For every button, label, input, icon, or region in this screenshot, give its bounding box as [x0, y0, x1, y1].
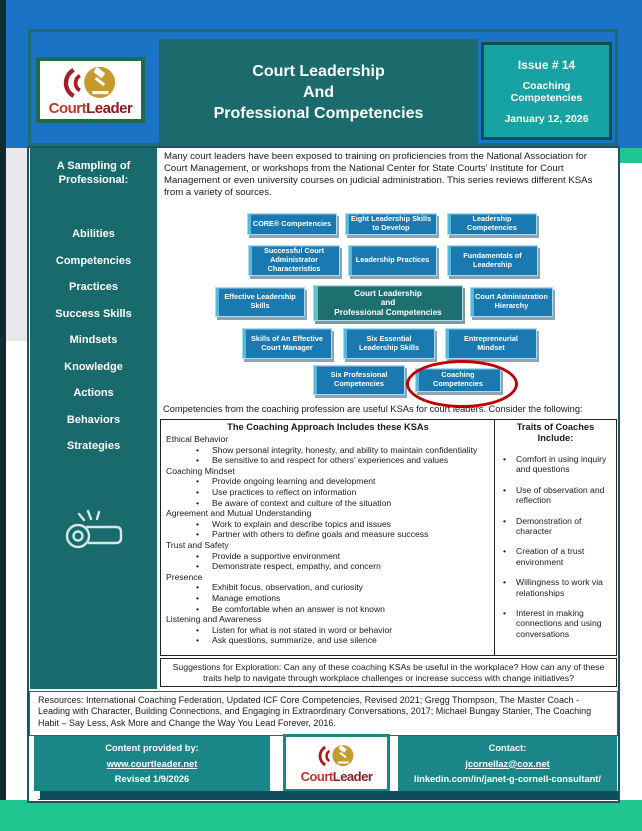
diagram-box-six-essential-leadership-skills: Six Essential Leadership Skills	[343, 328, 435, 359]
footer-courtleader-logo	[283, 734, 390, 792]
diagram-box-entrepreneurial-mindset: Entrepreneurial Mindset	[445, 328, 537, 359]
diagram-box-center-court-leadership: Court Leadership and Professional Competencies	[313, 285, 463, 321]
footer-shadow-bar	[38, 791, 618, 800]
footer-content-provided-box	[34, 736, 270, 791]
sidebar-item-practices: Practices	[69, 281, 118, 293]
sidebar-item-mindsets: Mindsets	[69, 334, 118, 346]
sidebar-item-success-skills: Success Skills	[55, 307, 132, 320]
brand-wordmark: CourtLeader	[48, 99, 133, 117]
green-accent-chip	[620, 148, 642, 163]
bullet-item: • Listen for what is not stated in word or behavior	[166, 625, 490, 636]
section-heading-ethical-behavior: Ethical Behavior	[166, 434, 229, 444]
whistle-icon	[61, 505, 127, 553]
courtleader-logo	[36, 57, 145, 123]
bullet-item: • Show personal integrity, honesty, and ability to maintain confidentiality	[166, 445, 490, 456]
intro-paragraph: Many court leaders have been exposed to training on proficiencies from the National Association for Court Management, or workshops from the National Center for State Courts’ Institute for Court Management or even university courses on judicial administration. This series reviews different KSAs from a variety of sources.	[164, 151, 593, 199]
right-column-header: Traits of Coaches Include:	[516, 422, 595, 443]
bullet-item: • Use practices to reflect on information	[166, 487, 490, 498]
sidebar	[30, 148, 157, 689]
newsletter-title	[159, 39, 478, 146]
footer-provided-label: Content provided by:	[105, 743, 199, 753]
title-line-2: And	[302, 83, 335, 101]
bottom-green-band	[0, 800, 642, 831]
footer-contact-label: Contact:	[488, 743, 527, 753]
linkedin-link[interactable]: linkedin.com/in/janet-g-cornell-consultant/	[414, 774, 601, 784]
ksa-table-left-column	[161, 420, 495, 655]
footer-contact-box	[398, 736, 617, 791]
bullet-item: • Provide a supportive environment	[166, 551, 490, 562]
gavel-icon	[316, 743, 358, 769]
sidebar-item-behaviors: Behaviors	[66, 413, 121, 426]
diagram-box-skills-effective-court-manager: Skills of An Effective Court Manager	[242, 328, 332, 359]
coaching-ksa-table	[160, 419, 617, 656]
issue-number: Issue # 14	[517, 57, 576, 72]
issue-info-box	[481, 42, 612, 140]
left-column-header: The Coaching Approach Includes these KSAs	[227, 422, 429, 432]
ksa-sources-diagram	[160, 212, 616, 404]
trait-item: • Use of observation and reflection	[501, 485, 610, 506]
section-heading-presence: Presence	[166, 571, 203, 582]
resources-box: Resources: International Coaching Federation, Updated ICF Core Competencies, Revised 2021; Gregg Thompson, The Master Coach - Leading with Character, Building Connections, and Engaging in Extraordinary Conversations, 2017; Michael Bungay Stanier, The Coaching Habit – Say Less, Ask More and Change the Way You Lead Forever, 2016.	[29, 691, 618, 736]
trait-item: • Comfort in using inquiry and questions	[501, 454, 610, 475]
sidebar-item-list	[55, 228, 131, 453]
section-heading-trust-safety: Trust and Safety	[166, 539, 229, 550]
left-gray-strip	[6, 148, 27, 341]
bullet-item: • Partner with others to define goals and measure success	[166, 529, 490, 540]
brand-wordmark: CourtLeader	[300, 768, 373, 784]
diagram-box-core-competencies: CORE® Competencies	[247, 213, 337, 235]
diagram-box-fundamentals-of-leadership: Fundamentals of Leadership	[447, 245, 538, 276]
gavel-icon	[60, 65, 122, 101]
section-heading-coaching-mindset: Coaching Mindset	[166, 465, 235, 476]
sidebar-item-abilities: Abilities	[72, 228, 115, 240]
diagram-box-leadership-practices: Leadership Practices	[348, 245, 437, 276]
title-line-1: Court Leadership	[252, 62, 385, 80]
diagram-box-coaching-competencies: Coaching Competencies	[415, 368, 501, 392]
bullet-item: • Work to explain and describe topics and issues	[166, 519, 490, 530]
footer-corner-notch	[31, 791, 40, 799]
courtleader-website-link[interactable]: www.courtleader.net	[106, 758, 198, 769]
section-heading-listening-awareness: Listening and Awareness	[166, 614, 262, 625]
bullet-item: • Be aware of context and culture of the situation	[166, 498, 490, 509]
suggestions-box: Suggestions for Exploration: Can any of these coaching KSAs be useful in the workplace? How can any of these traits help to navigate through workplace challenges or increase success with change initiatives?	[160, 658, 617, 687]
diagram-box-court-administration-hierarchy: Court Administration Hierarchy	[470, 287, 553, 317]
diagram-box-six-professional-competencies: Six Professional Competencies	[313, 365, 405, 395]
bullet-item: • Manage emotions	[166, 593, 490, 604]
trait-item: • Creation of a trust environment	[501, 546, 610, 567]
bullet-item: • Be sensitive to and respect for others’ experiences and values	[166, 455, 490, 466]
sidebar-item-strategies: Strategies	[66, 440, 121, 452]
diagram-box-leadership-competencies: Leadership Competencies	[447, 213, 537, 235]
bullet-item: • Ask questions, summarize, and use silence	[166, 635, 490, 646]
issue-topic: Coaching Competencies	[510, 80, 583, 104]
diagram-box-eight-leadership-skills: Eight Leadership Skills to Develop	[345, 213, 437, 235]
bullet-item: • Exhibit focus, observation, and curiosity	[166, 582, 490, 593]
section-heading-agreement: Agreement and Mutual Understanding	[166, 508, 312, 519]
sidebar-heading: A Sampling of Professional:	[56, 160, 131, 186]
bullet-item: • Provide ongoing learning and development	[166, 476, 490, 487]
trait-item: • Demonstration of character	[501, 516, 610, 537]
bullet-item: • Be comfortable when an answer is not known	[166, 604, 490, 615]
lead-in-text: Competencies from the coaching profession are useful KSAs for court leaders. Consider the following:	[163, 404, 583, 414]
diagram-box-effective-leadership-skills: Effective Leadership Skills	[215, 287, 305, 317]
contact-email-link[interactable]: jcornellaz@cox.net	[465, 758, 550, 769]
sidebar-item-competencies: Competencies	[55, 254, 132, 267]
footer-revised-date: Revised 1/9/2026	[114, 774, 190, 784]
issue-date: January 12, 2026	[504, 112, 589, 125]
diagram-box-successful-court-administrator: Successful Court Administrator Characteristics	[248, 245, 340, 276]
title-line-3: Professional Competencies	[213, 104, 424, 122]
trait-item: • Willingness to work via relationships	[501, 577, 610, 598]
bullet-item: • Demonstrate respect, empathy, and concern	[166, 561, 490, 572]
sidebar-item-actions: Actions	[73, 387, 114, 399]
ksa-table-right-column	[495, 420, 616, 655]
trait-item: • Interest in making connections and using conversations	[501, 608, 610, 639]
sidebar-item-knowledge: Knowledge	[64, 360, 123, 373]
